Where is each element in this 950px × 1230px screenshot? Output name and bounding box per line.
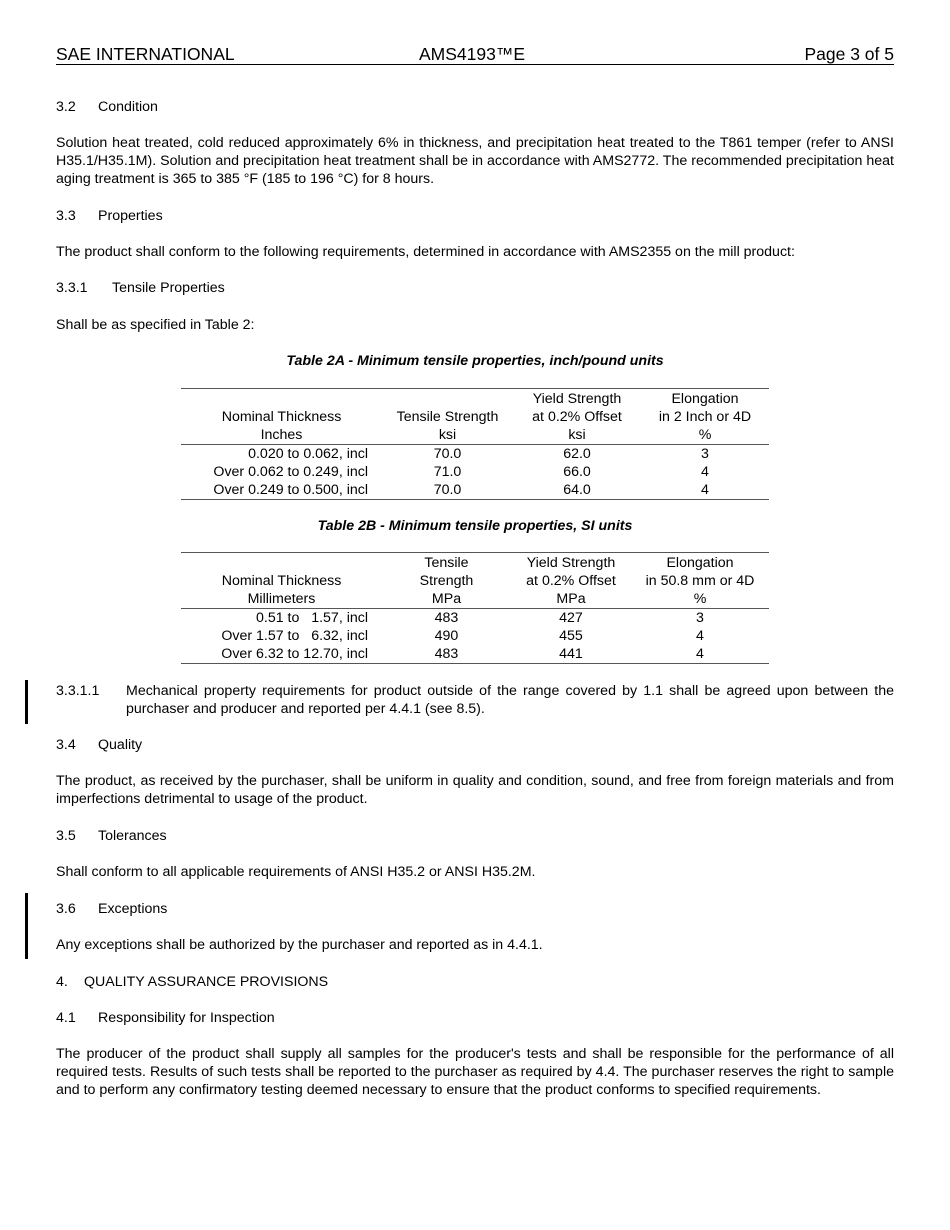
cell-yield: 441 bbox=[511, 645, 631, 664]
header-line: Inches bbox=[260, 427, 303, 443]
table-row bbox=[181, 481, 769, 500]
header-org: SAE INTERNATIONAL bbox=[56, 44, 235, 64]
section-3-3-1-body: Shall be as specified in Table 2: bbox=[56, 317, 255, 333]
column-header-tensile bbox=[382, 553, 511, 609]
column-header-thickness bbox=[181, 389, 382, 445]
cell-yield: 455 bbox=[559, 628, 583, 644]
section-3-3-1-1 bbox=[56, 682, 894, 718]
section-3-2-body: Solution heat treated, cold reduced approximately 6% in thickness, and precipitation heat treated to the T861 temper (refer to ANSI H35.1/H35.1M). Solution and precipitation heat treatment shall be in accordance with AMS2772. The recommended precipitation heat aging treatment is 365 to 385 °F (185 to 196 °C) for 8 hours. bbox=[56, 135, 894, 187]
revision-change-bar bbox=[25, 680, 28, 724]
header-line: Yield Strength bbox=[532, 391, 622, 407]
header-line: Nominal Thickness bbox=[221, 409, 342, 425]
header-line: % bbox=[693, 591, 707, 607]
section-3-5-heading bbox=[56, 827, 894, 845]
header-line: in 2 Inch or 4D bbox=[658, 409, 752, 425]
cell-tensile: 70.0 bbox=[433, 446, 462, 462]
section-4-heading bbox=[56, 973, 894, 991]
cell-tensile: 483 bbox=[434, 610, 459, 626]
section-number: 3.3.1.1 bbox=[56, 683, 100, 699]
section-3-6-heading bbox=[56, 900, 894, 918]
section-3-3-body: The product shall conform to the following requirements, determined in accordance with AMS2355 on the mill product: bbox=[56, 244, 795, 260]
cell-elongation: 4 bbox=[696, 628, 704, 644]
section-3-2-heading bbox=[56, 98, 894, 116]
section-3-4-heading bbox=[56, 736, 894, 754]
cell-yield: 62.0 bbox=[563, 446, 591, 462]
section-title: Tensile Properties bbox=[112, 280, 225, 296]
cell-thickness: Over 0.062 to 0.249, incl bbox=[213, 464, 368, 480]
revision-change-bar bbox=[25, 893, 28, 959]
cell-thickness: Over 0.249 to 0.500, incl bbox=[181, 481, 382, 500]
cell-tensile: 483 bbox=[382, 645, 511, 664]
section-title: Exceptions bbox=[98, 901, 168, 917]
cell-thickness: 0.51 to 1.57, incl bbox=[256, 610, 368, 626]
section-number: 3.2 bbox=[56, 99, 76, 115]
cell-elongation: 4 bbox=[701, 464, 709, 480]
header-line: Tensile Strength bbox=[396, 409, 499, 425]
cell-tensile: 490 bbox=[434, 628, 459, 644]
table-row bbox=[181, 463, 769, 481]
section-title: Quality bbox=[98, 737, 143, 753]
table-row bbox=[181, 445, 769, 464]
column-header-tensile bbox=[382, 389, 513, 445]
column-header-yield bbox=[511, 553, 631, 609]
header-line: Nominal Thickness bbox=[221, 573, 342, 589]
header-doc-id: AMS4193™E bbox=[419, 44, 526, 64]
section-3-6-body: Any exceptions shall be authorized by the purchaser and reported as in 4.4.1. bbox=[56, 937, 543, 953]
table-2b-caption: Table 2B - Minimum tensile properties, SI units bbox=[317, 518, 633, 534]
header-line: at 0.2% Offset bbox=[526, 573, 616, 589]
header-line: Tensile bbox=[424, 555, 469, 571]
section-number: 4.1 bbox=[56, 1010, 76, 1026]
section-3-4-body: The product, as received by the purchaser, shall be uniform in quality and condition, sound, and free from foreign materials and from imperfections detrimental to usage of the product. bbox=[56, 773, 894, 807]
column-header-thickness bbox=[181, 553, 382, 609]
header-line: MPa bbox=[431, 591, 462, 607]
header-line: Elongation bbox=[671, 391, 739, 407]
cell-tensile: 71.0 bbox=[433, 464, 462, 480]
cell-elongation: 3 bbox=[696, 610, 704, 626]
header-line: Elongation bbox=[666, 555, 734, 571]
page-header bbox=[56, 44, 894, 65]
cell-thickness: Over 1.57 to 6.32, incl bbox=[221, 628, 368, 644]
column-header-yield bbox=[513, 389, 641, 445]
header-line: Yield Strength bbox=[526, 555, 616, 571]
header-line: Strength bbox=[419, 573, 474, 589]
header-line: ksi bbox=[568, 427, 586, 443]
cell-thickness: 0.020 to 0.062, incl bbox=[248, 446, 368, 462]
header-line: at 0.2% Offset bbox=[532, 409, 622, 425]
header-line: ksi bbox=[438, 427, 457, 443]
section-number: 3.6 bbox=[56, 901, 76, 917]
section-body: Mechanical property requirements for product outside of the range covered by 1.1 shall be agreed upon between the purchaser and producer and reported per 4.4.1 (see 8.5). bbox=[126, 683, 894, 717]
section-number: 4. bbox=[56, 974, 68, 990]
header-page-number: Page 3 of 5 bbox=[804, 44, 894, 64]
section-title: Responsibility for Inspection bbox=[98, 1010, 275, 1026]
column-header-elongation bbox=[641, 389, 769, 445]
cell-yield: 66.0 bbox=[563, 464, 591, 480]
column-header-elongation bbox=[631, 553, 769, 609]
section-title: Tolerances bbox=[98, 828, 167, 844]
section-number: 3.4 bbox=[56, 737, 76, 753]
section-3-3-1-heading bbox=[56, 279, 894, 297]
table-2a-caption: Table 2A - Minimum tensile properties, inch/pound units bbox=[286, 353, 664, 369]
header-line: in 50.8 mm or 4D bbox=[645, 573, 755, 589]
section-title: Properties bbox=[98, 208, 163, 224]
cell-yield: 64.0 bbox=[513, 481, 641, 500]
section-3-3-heading bbox=[56, 207, 894, 225]
cell-elongation: 4 bbox=[641, 481, 769, 500]
table-row bbox=[181, 609, 769, 628]
header-line: % bbox=[698, 427, 712, 443]
table-2a bbox=[181, 388, 769, 500]
header-line: MPa bbox=[556, 591, 586, 607]
header-line: Millimeters bbox=[247, 591, 316, 607]
section-title: QUALITY ASSURANCE PROVISIONS bbox=[84, 974, 329, 990]
cell-thickness: Over 6.32 to 12.70, incl bbox=[181, 645, 382, 664]
cell-yield: 427 bbox=[559, 610, 583, 626]
section-4-1-body: The producer of the product shall supply all samples for the producer's tests and shall be responsible for the performance of all required tests. Results of such tests shall be reported to the purchaser as required by 4.4. The purchaser reserves the right to sample and to perform any confirmatory testing deemed necessary to ensure that the product conforms to specified requirements. bbox=[56, 1046, 894, 1098]
section-number: 3.3 bbox=[56, 208, 76, 224]
section-number: 3.3.1 bbox=[56, 280, 88, 296]
cell-tensile: 70.0 bbox=[382, 481, 513, 500]
section-4-1-heading bbox=[56, 1009, 894, 1027]
section-title: Condition bbox=[98, 99, 158, 115]
table-row bbox=[181, 627, 769, 645]
cell-elongation: 4 bbox=[631, 645, 769, 664]
cell-elongation: 3 bbox=[701, 446, 709, 462]
table-2b bbox=[181, 552, 769, 664]
table-row bbox=[181, 645, 769, 664]
section-3-5-body: Shall conform to all applicable requirements of ANSI H35.2 or ANSI H35.2M. bbox=[56, 864, 536, 880]
section-number: 3.5 bbox=[56, 828, 76, 844]
